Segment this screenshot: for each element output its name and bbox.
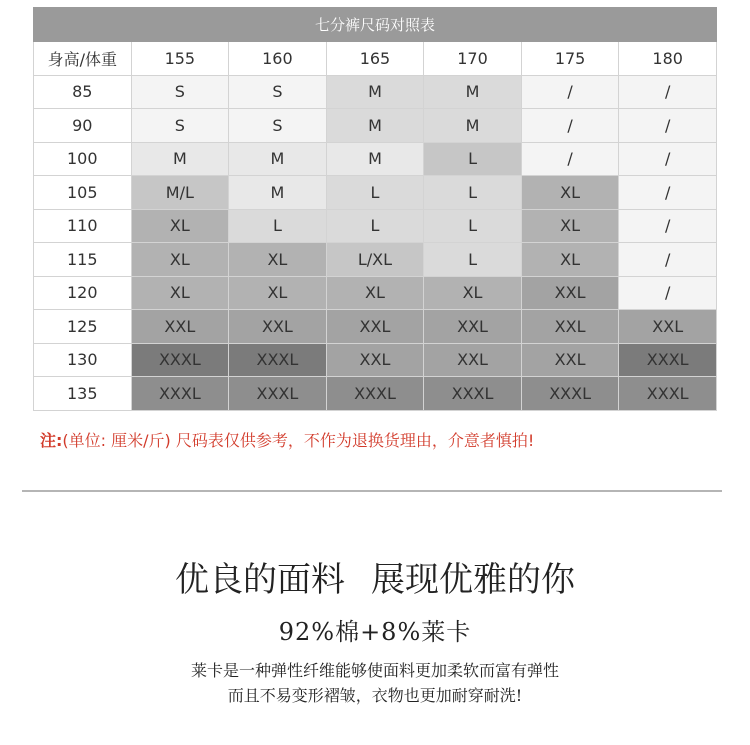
height-header: 180 [619,42,717,76]
size-chart-body [34,42,717,411]
weight-header: 125 [34,310,132,344]
headline-part1: 优良的面料 [175,560,345,600]
size-cell: S [229,109,327,143]
height-header: 175 [521,42,619,76]
size-cell: S [131,75,229,109]
weight-header: 130 [34,343,132,377]
size-cell: / [521,75,619,109]
size-cell: XXXL [619,377,717,411]
size-cell: XL [229,243,327,277]
size-cell: L [424,243,522,277]
size-cell: L [326,176,424,210]
header-row [34,42,717,76]
size-cell: XXL [131,310,229,344]
size-cell: M [326,142,424,176]
size-row [34,343,717,377]
weight-header: 135 [34,377,132,411]
weight-header: 115 [34,243,132,277]
size-cell: M [424,109,522,143]
size-cell: XXL [424,343,522,377]
height-header: 165 [326,42,424,76]
size-cell: / [521,142,619,176]
size-cell: XXL [424,310,522,344]
size-cell: S [131,109,229,143]
size-chart-title: 七分裤尺码对照表 [34,8,717,42]
size-cell: / [619,142,717,176]
fabric-composition: 92%棉+8%莱卡 [278,618,472,646]
size-row [34,75,717,109]
size-cell: XXL [521,343,619,377]
size-cell: XXXL [326,377,424,411]
size-cell: M [131,142,229,176]
size-cell: XL [326,276,424,310]
size-row [34,310,717,344]
size-cell: L [424,176,522,210]
size-cell: XXXL [424,377,522,411]
size-cell: XL [131,209,229,243]
size-cell: / [619,176,717,210]
weight-header: 85 [34,75,132,109]
size-cell: XL [521,243,619,277]
size-cell: XL [229,276,327,310]
size-cell: XL [424,276,522,310]
size-cell: L [229,209,327,243]
size-cell: / [619,109,717,143]
size-row [34,243,717,277]
size-cell: XL [131,276,229,310]
weight-header: 100 [34,142,132,176]
size-cell: L [326,209,424,243]
section-divider [22,490,722,492]
size-cell: M [229,142,327,176]
height-header: 160 [229,42,327,76]
headline-part2: 展现优雅的你 [371,560,575,600]
size-cell: / [619,276,717,310]
size-cell: XL [131,243,229,277]
size-cell: XXXL [131,377,229,411]
size-cell: M [326,109,424,143]
size-cell: XXL [619,310,717,344]
size-cell: XXXL [229,377,327,411]
size-row [34,109,717,143]
note-label: 注: [40,431,63,450]
size-cell: XXXL [521,377,619,411]
weight-header: 105 [34,176,132,210]
fabric-headline [0,552,750,601]
size-cell: XL [521,209,619,243]
size-cell: XXL [326,343,424,377]
weight-header: 110 [34,209,132,243]
size-cell: M/L [131,176,229,210]
weight-header: 90 [34,109,132,143]
size-cell: / [521,109,619,143]
size-cell: XXL [326,310,424,344]
size-cell: XXL [229,310,327,344]
size-cell: / [619,243,717,277]
disclaimer-note [40,428,534,451]
size-cell: / [619,75,717,109]
size-cell: XXXL [229,343,327,377]
height-header: 170 [424,42,522,76]
fabric-description [0,658,750,708]
size-cell: M [229,176,327,210]
size-row [34,209,717,243]
size-cell: L [424,142,522,176]
size-chart-table [33,7,717,411]
size-cell: M [424,75,522,109]
note-text: (单位: 厘米/斤) 尺码表仅供参考，不作为退换货理由，介意者慎拍! [62,431,535,450]
size-row [34,276,717,310]
description-line: 而且不易变形褶皱，衣物也更加耐穿耐洗! [227,686,523,705]
corner-label: 身高/体重 [34,42,132,76]
size-cell: / [619,209,717,243]
description-line: 莱卡是一种弹性纤维能够使面料更加柔软而富有弹性 [190,661,559,680]
size-cell: XL [521,176,619,210]
size-cell: XXL [521,310,619,344]
size-cell: XXL [521,276,619,310]
size-cell: M [326,75,424,109]
size-cell: L [424,209,522,243]
size-cell: XXXL [619,343,717,377]
size-cell: XXXL [131,343,229,377]
size-row [34,176,717,210]
weight-header: 120 [34,276,132,310]
size-row [34,142,717,176]
size-cell: S [229,75,327,109]
size-cell: L/XL [326,243,424,277]
size-row [34,377,717,411]
height-header: 155 [131,42,229,76]
